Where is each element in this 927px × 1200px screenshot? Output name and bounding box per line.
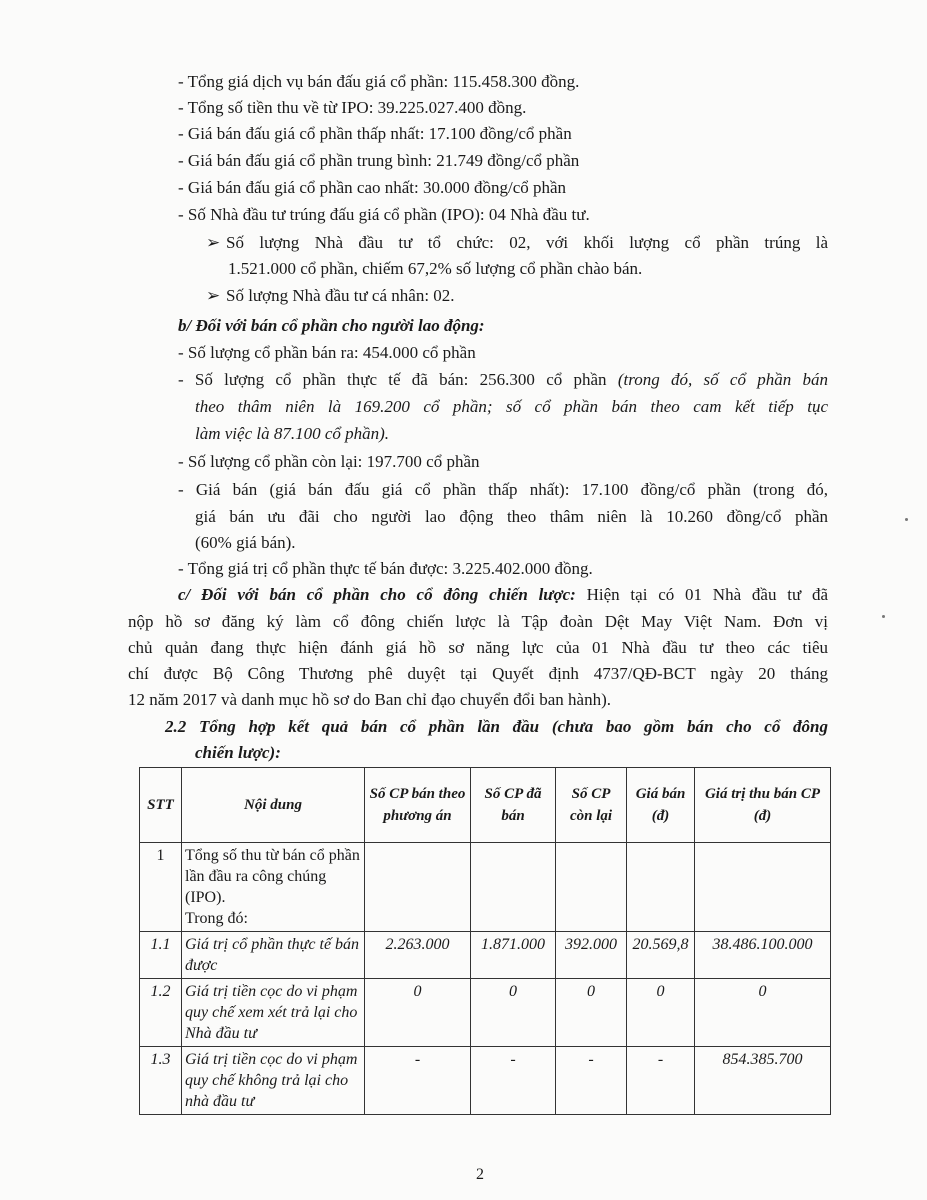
header-sold-shares: Số CP đã bán <box>471 768 556 843</box>
bullet-average-price: - Giá bán đấu giá cổ phần trung bình: 21.749 đồng/cổ phần <box>178 151 580 170</box>
row-remaining: 0 <box>556 979 627 1047</box>
section-22-heading-line2: chiến lược): <box>195 743 281 762</box>
row-value: 854.385.700 <box>695 1047 831 1115</box>
table-row <box>140 979 831 1047</box>
selling-price-line3: (60% giá bán). <box>195 533 296 552</box>
section-22-heading: 2.2 Tổng hợp kết quả bán cổ phần lần đầu (chưa bao gồm bán cho cổ đông <box>165 717 828 736</box>
section-b-heading: b/ Đối với bán cổ phần cho người lao động: <box>178 316 485 335</box>
section-c-heading: c/ Đối với bán cổ phần cho cổ đông chiến lược: <box>178 585 576 604</box>
row-stt: 1.3 <box>140 1047 182 1115</box>
section-c-line4: chí được Bộ Công Thương phê duyệt tại Quyết định 4737/QĐ-BCT ngày 20 tháng <box>128 664 828 683</box>
results-table <box>139 767 831 1115</box>
row-content-subtext: Trong đó: <box>185 910 248 927</box>
row-content: Giá trị tiền cọc do vi phạm quy chế không trả lại cho nhà đầu tư <box>182 1047 365 1115</box>
row-stt: 1.2 <box>140 979 182 1047</box>
bullet-lowest-price: - Giá bán đấu giá cổ phần thấp nhất: 17.100 đồng/cổ phần <box>178 124 572 143</box>
sub-bullet-institutional-text: Số lượng Nhà đầu tư tổ chức: 02, với khối lượng cổ phần trúng là <box>226 233 828 252</box>
table-row <box>140 843 831 932</box>
header-planned-shares: Số CP bán theo phương án <box>365 768 471 843</box>
table-row <box>140 932 831 979</box>
bullet-winning-investors: - Số Nhà đầu tư trúng đấu giá cổ phần (IPO): 04 Nhà đầu tư. <box>178 205 590 224</box>
row-content <box>182 843 365 932</box>
row-planned <box>365 843 471 932</box>
bullet-shares-sold <box>178 370 828 390</box>
section-c-line1 <box>178 585 828 605</box>
sub-bullet-individual-text: Số lượng Nhà đầu tư cá nhân: 02. <box>226 286 455 305</box>
row-value: 38.486.100.000 <box>695 932 831 979</box>
bullet-shares-remaining: - Số lượng cổ phần còn lại: 197.700 cổ phần <box>178 452 480 471</box>
row-stt: 1 <box>140 843 182 932</box>
arrow-bullet-icon: ➢ <box>206 286 221 305</box>
row-price: 0 <box>627 979 695 1047</box>
row-sold <box>471 843 556 932</box>
bullet-shares-sold-note: (trong đó, số cổ phần bán <box>617 370 828 389</box>
arrow-bullet-icon: ➢ <box>206 233 221 252</box>
section-c-line2: nộp hồ sơ đăng ký làm cổ đông chiến lược là Tập đoàn Dệt May Việt Nam. Đơn vị <box>128 612 828 631</box>
sub-bullet-individual-investors <box>206 286 455 306</box>
scan-speck <box>905 518 908 521</box>
page-number: 2 <box>476 1166 484 1183</box>
header-price: Giá bán (đ) <box>627 768 695 843</box>
row-planned: - <box>365 1047 471 1115</box>
bullet-ipo-proceeds: - Tổng số tiền thu về từ IPO: 39.225.027.400 đồng. <box>178 98 527 117</box>
row-remaining: - <box>556 1047 627 1115</box>
row-price: 20.569,8 <box>627 932 695 979</box>
shares-sold-note-line2: theo thâm niên là 169.200 cổ phần; số cổ phần bán theo cam kết tiếp tục <box>195 397 828 416</box>
bullet-selling-price: - Giá bán (giá bán đấu giá cổ phần thấp nhất): 17.100 đồng/cổ phần (trong đó, <box>178 480 828 499</box>
row-remaining <box>556 843 627 932</box>
header-value: Giá trị thu bán CP (đ) <box>695 768 831 843</box>
table-header-row <box>140 768 831 843</box>
row-content-text: Tổng số thu từ bán cổ phần lần đầu ra công chúng (IPO). <box>185 847 360 906</box>
scan-speck <box>882 615 885 618</box>
row-price: - <box>627 1047 695 1115</box>
header-stt: STT <box>140 768 182 843</box>
table-row <box>140 1047 831 1115</box>
row-value: 0 <box>695 979 831 1047</box>
row-remaining: 392.000 <box>556 932 627 979</box>
selling-price-line2: giá bán ưu đãi cho người lao động theo thâm niên là 10.260 đồng/cổ phần <box>195 507 828 526</box>
row-value <box>695 843 831 932</box>
row-content: Giá trị tiền cọc do vi phạm quy chế xem xét trả lại cho Nhà đầu tư <box>182 979 365 1047</box>
bullet-auction-service-fee: - Tổng giá dịch vụ bán đấu giá cổ phần: 115.458.300 đồng. <box>178 72 580 91</box>
row-price <box>627 843 695 932</box>
bullet-highest-price: - Giá bán đấu giá cổ phần cao nhất: 30.000 đồng/cổ phần <box>178 178 567 197</box>
section-c-line5: 12 năm 2017 và danh mục hồ sơ do Ban chỉ đạo chuyển đổi ban hành). <box>128 690 611 709</box>
row-planned: 0 <box>365 979 471 1047</box>
row-sold: 1.871.000 <box>471 932 556 979</box>
bullet-shares-sold-text: - Số lượng cổ phần thực tế đã bán: 256.300 cổ phần <box>178 370 618 389</box>
row-planned: 2.263.000 <box>365 932 471 979</box>
section-c-line1-text: Hiện tại có 01 Nhà đầu tư đã <box>575 585 828 604</box>
bullet-shares-offered: - Số lượng cổ phần bán ra: 454.000 cổ phần <box>178 343 476 362</box>
row-content: Giá trị cổ phần thực tế bán được <box>182 932 365 979</box>
sub-bullet-institutional-investors <box>206 233 828 253</box>
shares-sold-note-line3: làm việc là 87.100 cổ phần). <box>195 424 390 443</box>
header-remaining-shares: Số CP còn lại <box>556 768 627 843</box>
row-sold: 0 <box>471 979 556 1047</box>
section-c-line3: chủ quản đang thực hiện đánh giá hồ sơ năng lực của 01 Nhà đầu tư theo các tiêu <box>128 638 828 657</box>
bullet-total-value-sold: - Tổng giá trị cổ phần thực tế bán được: 3.225.402.000 đồng. <box>178 559 593 578</box>
sub-bullet-institutional-line2: 1.521.000 cổ phần, chiếm 67,2% số lượng cổ phần chào bán. <box>228 259 643 278</box>
row-stt: 1.1 <box>140 932 182 979</box>
header-content: Nội dung <box>182 768 365 843</box>
row-sold: - <box>471 1047 556 1115</box>
